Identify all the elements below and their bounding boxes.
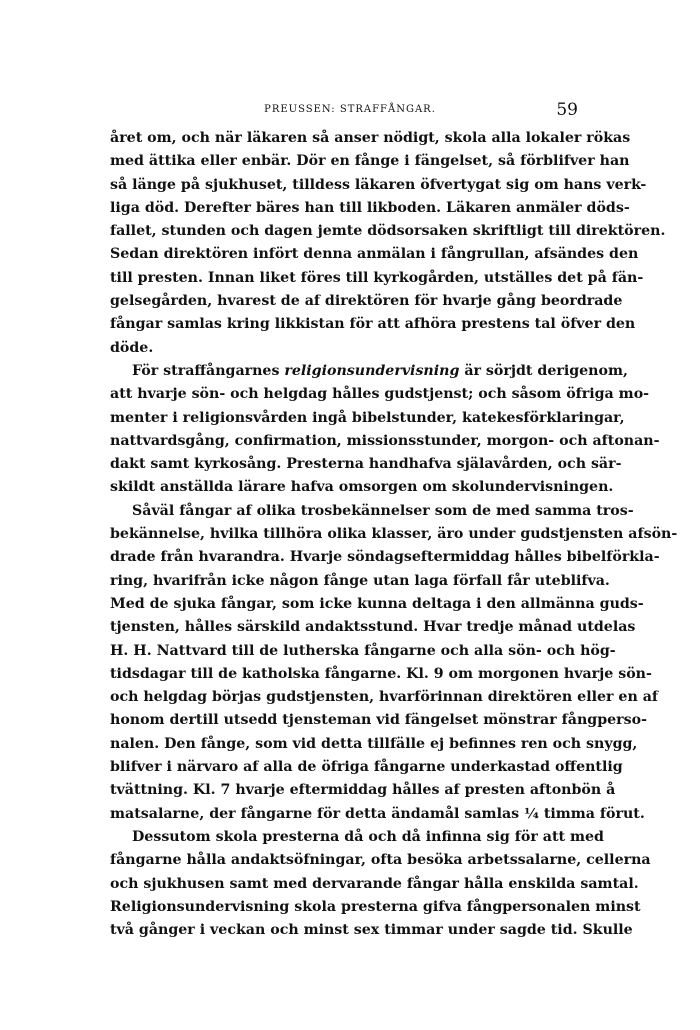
text-line: blifver i närvaro af alla de öfriga fångarne underkastad offentlig: [110, 759, 623, 776]
paragraph-opening-tail: är sörjdt derigenom,: [464, 362, 628, 379]
text-line: skildt anställda lärare hafva omsorgen om skolundervisningen.: [110, 479, 614, 496]
page-number: 59: [556, 100, 578, 120]
text-line: menter i religionsvården ingå bibelstunder, katekesförklaringar,: [110, 409, 625, 426]
text-line: och sjukhusen samt med dervarande fångar hålla enskilda samtal.: [110, 875, 639, 892]
text-line: ring, hvarifrån icke någon fånge utan laga förfall får uteblifva.: [110, 572, 610, 589]
text-line: matsalarne, der fångarne för detta ändamål samlas ¼ timma förut.: [110, 805, 645, 822]
running-head: [0, 100, 700, 122]
text-line: tvättning. Kl. 7 hvarje eftermiddag hålles af presten aftonbön å: [110, 782, 616, 799]
text-line: honom dertill utsedd tjensteman vid fängelset mönstrar fångperso-: [110, 712, 647, 729]
text-line: att hvarje sön- och helgdag hålles gudstjenst; och såsom öfriga mo-: [110, 386, 650, 403]
text-line: till presten. Innan liket föres till kyrkogården, utställes det på fän-: [110, 269, 644, 286]
text-line: dakt samt kyrkosång. Presterna handhafva själavården, och sär-: [110, 456, 622, 473]
text-line: liga död. Derefter bäres han till likboden. Läkaren anmäler döds-: [110, 199, 630, 216]
text-line: Religionsundervisning skola presterna gifva fångpersonalen minst: [110, 898, 641, 915]
text-line: så länge på sjukhuset, tilldess läkaren öfvertygat sig om hans verk-: [110, 176, 647, 193]
text-line: året om, och när läkaren så anser nödigt, skola alla lokaler rökas: [110, 130, 631, 146]
text-line: döde.: [110, 339, 154, 356]
text-line: nalen. Den fånge, som vid detta tillfälle ej befinnes ren och snygg,: [110, 735, 638, 752]
text-line: med ättika eller enbär. Dör en fånge i fängelset, så förblifver han: [110, 153, 630, 170]
text-line: bekännelse, hvilka tillhöra olika klasser, äro under gudstjensten afsön-: [110, 526, 678, 543]
text-line: drade från hvarandra. Hvarje söndagseftermiddag hålles bibelförkla-: [110, 549, 660, 566]
text-line: Sedan direktören infört denna anmälan i fångrullan, afsändes den: [110, 246, 639, 263]
body-text: [110, 127, 678, 942]
text-line-emphasis: [110, 360, 628, 383]
text-line: två gånger i veckan och minst sex timmar under sagde tid. Skulle: [110, 922, 633, 939]
text-line: tjensten, hålles särskild andaktsstund. Hvar tredje månad utdelas: [110, 619, 636, 636]
text-line: fångar samlas kring likkistan för att afhöra prestens tal öfver den: [110, 316, 636, 333]
text-line: fallet, stunden och dagen jemte dödsorsaken skriftligt till direktören.: [110, 223, 666, 240]
text-line: nattvardsgång, confirmation, missionsstunder, morgon- och aftonan-: [110, 432, 660, 449]
text-line: Med de sjuka fångar, som icke kunna deltaga i den allmänna guds-: [110, 595, 644, 612]
text-line: fångarne hålla andaktsöfningar, ofta besöka arbetssalarne, cellerna: [110, 852, 651, 869]
italic-term: religionsundervisning: [284, 362, 460, 379]
paragraph-opening: För straffångarnes: [132, 362, 280, 379]
text-line: gelsegården, hvarest de af direktören för hvarje gång beordrade: [110, 293, 623, 310]
running-title: PREUSSEN: STRAFFÅNGAR.: [264, 104, 436, 115]
text-line: H. H. Nattvard till de lutherska fångarne och alla sön- och hög-: [110, 642, 616, 659]
text-line: Dessutom skola presterna då och då infinna sig för att med: [132, 828, 604, 845]
text-line: Såväl fångar af olika trosbekännelser som de med samma tros-: [132, 502, 634, 519]
text-line: tidsdagar till de katholska fångarne. Kl. 9 om morgonen hvarje sön-: [110, 665, 652, 682]
text-line: och helgdag börjas gudstjensten, hvarförinnan direktören eller en af: [110, 689, 658, 706]
